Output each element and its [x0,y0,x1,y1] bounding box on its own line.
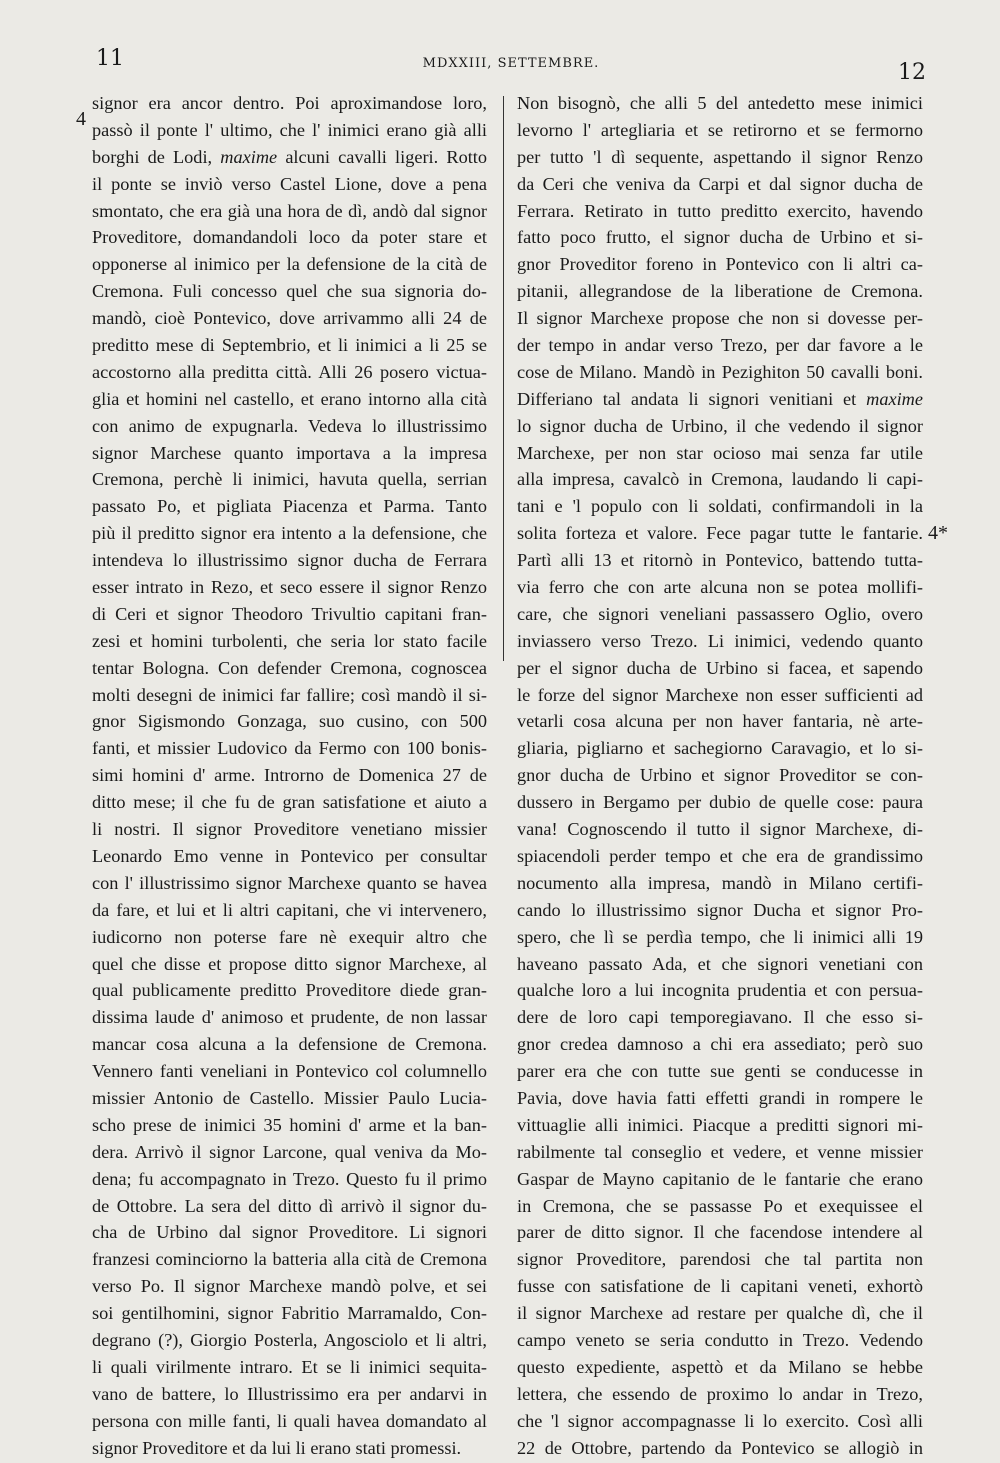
page-number-left: 11 [96,46,124,71]
text-line: der tempo in andar verso Trezo, per dar favore a le [517,335,923,356]
text-line: intendeva lo illustrissimo signor ducha de Ferrara [92,550,487,571]
text-line: accostorno alla preditta città. Alli 26 posero victua- [92,361,487,382]
text-line: molti desegni de inimici far fallire; così mandò il si- [92,684,487,705]
text-line: questo expediente, aspettò et da Milano se hebbe [517,1356,923,1377]
text-line: esser intrato in Rezo, et seco essere il signor Renzo [92,577,487,598]
text-line: missier Antonio de Castello. Missier Paulo Lucia- [92,1087,487,1108]
text-line: cha de Urbino dal signor Proveditore. Li signori [92,1222,487,1243]
text-line: più il preditto signor era intento a la defensione, che [92,523,487,544]
text-line: levorno l' artegliaria et se retirorno et se fermorno [517,119,923,140]
left-column [92,90,487,1461]
text-line: lettera, che essendo de proximo lo andar in Trezo, [517,1383,923,1404]
text-line: Il signor Marchexe propose che non si dovesse per- [517,308,923,329]
text-line: Partì alli 13 et ritornò in Pontevico, battendo tutta- [517,550,923,571]
text-line: borghi de Lodi, maxime alcuni cavalli ligeri. Rotto [92,146,488,167]
text-line: tentar Bologna. Con defender Cremona, cognoscea [92,657,487,678]
text-line: haveano passato Ada, et che signori venetiani con [517,953,923,974]
text-line: signor Proveditore et da lui li erano stati promessi. [92,1437,462,1458]
text-line: qualche loro a lui incognita prudentia et con persua- [517,980,923,1001]
running-head: MDXXIII, SETTEMBRE. [422,56,600,71]
text-line: dera. Arrivò il signor Larcone, qual veniva da Mo- [92,1141,487,1162]
text-line: quel che disse et propose ditto signor Marchexe, al [92,953,487,974]
text-line: Marchexe, per non star ocioso mai senza far utile [517,442,923,463]
text-line: smontato, che era già una hora de dì, andò dal signor [92,200,487,221]
text-line: qual publicamente preditto Proveditore diede gran- [92,980,487,1001]
text-line: Cremona, perchè li inimici, havuta quella, serrian [92,469,487,490]
text-line: il ponte se inviò verso Castel Lione, dove a pena [92,173,487,194]
text-line: li quali virilmente intraro. Et se li inimici sequita- [92,1356,487,1377]
text-line: rabilmente tal conseglio et vedere, et venne missier [517,1141,923,1162]
text-line: nocumento alla impresa, mandò in Milano certifi- [517,872,923,893]
text-line: li nostri. Il signor Proveditore venetiano missier [92,819,487,840]
text-line: mandò, cioè Pontevico, dove arrivammo alli 24 de [92,308,487,329]
text-line: in Cremona, che se passasse Po et exequissee el [517,1195,923,1216]
text-line: solita forteza et valore. Fece pagar tutte le fantarie. [517,523,923,544]
text-line: pitanii, allegrandose de la liberatione de Cremona. [517,281,923,302]
text-line: mancar cosa alcuna a la defensione de Cremona. [92,1034,487,1055]
text-line: tani e 'l populo con li soldati, confirmandoli in la [517,496,923,517]
text-line: Vennero fanti veneliani in Pontevico col columnello [92,1061,487,1082]
text-line: di Ceri et signor Theodoro Trivultio capitani fran- [92,603,487,624]
text-line: inviassero verso Trezo. Li inimici, vedendo quanto [517,630,923,651]
right-column [517,90,923,1461]
text-line: con l' illustrissimo signor Marchexe quanto se havea [92,872,487,893]
text-line: gnor Proveditor foreno in Pontevico con li altri ca- [517,254,923,275]
page-header [96,46,926,86]
text-line: signor Proveditore, parendosi che tal partita non [517,1249,923,1270]
text-line: Differiano tal andata li signori venitiani et maxime [517,388,923,409]
text-line: passato Po, et pigliata Piacenza et Parma. Tanto [92,496,487,517]
text-line: simi homini d' arme. Introrno de Domenica 27 de [92,765,487,786]
text-line: con animo de expugnarla. Vedeva lo illustrissimo [92,415,487,436]
text-line: vana! Cognoscendo il tutto il signor Marchexe, di- [517,819,923,840]
text-line: gnor ducha de Urbino et signor Proveditor se con- [517,765,923,786]
text-line: persona con mille fanti, li quali havea domandato al [92,1410,487,1431]
text-line: glia et homini nel castello, et erano intorno alla cità [92,388,487,409]
text-line: dena; fu accompagnato in Trezo. Questo fu il primo [92,1168,487,1189]
text-line: fusse con satisfatione de li capitani veneti, exhortò [517,1276,923,1297]
text-line: soi gentilhomini, signor Fabritio Marramaldo, Con- [92,1303,487,1324]
text-line: Ferrara. Retirato in tutto preditto exercito, havendo [517,200,923,221]
text-line: scho prese de inimici 35 homini d' arme et la ban- [92,1114,487,1135]
text-line: lo signor ducha de Urbino, il che vedendo il signor [517,415,923,436]
margin-note-left: 4 [76,108,86,130]
text-line: ditto mese; il che fu de gran satisfatione et aiuto a [92,792,487,813]
text-line: gliaria, pigliarno et sachegiorno Caravagio, et lo si- [517,738,923,759]
text-line: gnor credea damnoso a chi era assediato; però suo [517,1034,923,1055]
text-line: care, che signori veneliani passassero Oglio, overo [517,603,923,624]
text-line: vetarli cosa alcuna per non haver fantaria, nè arte- [517,711,923,732]
text-line: signor era ancor dentro. Poi aproximandose loro, [92,93,487,113]
text-line: gnor Sigismondo Gonzaga, suo cusino, con 500 [92,711,487,732]
text-line: preditto mese di Septembrio, et li inimici a li 25 se [92,335,487,356]
text-line: vittuaglie alli inimici. Piacque a preditti signori mi- [517,1114,923,1135]
text-line: signor Marchese quanto importava a la impresa [92,442,487,463]
text-line: franzesi cominciorno la batteria alla cità de Cremona [92,1249,487,1270]
text-line: dussero in Bergamo per dubio de quelle cose: paura [517,792,923,813]
text-line: campo veneto se seria condutto in Trezo. Vedendo [517,1329,923,1350]
text-line: Gaspar de Mayno capitanio de le fantarie che erano [517,1168,923,1189]
text-line: fanti, et missier Ludovico da Fermo con 100 bonis- [92,738,487,759]
text-line: le forze del signor Marchexe non esser sufficienti ad [517,684,923,705]
text-line: spero, che lì se perdìa tempo, che li inimici alli 19 [517,926,923,947]
text-line: dissima laude d' animoso et prudente, de non lassar [92,1007,487,1028]
text-line: 22 de Ottobre, partendo da Pontevico se allogiò in [517,1437,923,1458]
text-line: per el signor ducha de Urbino si facea, et sapendo [517,657,923,678]
text-line: degrano (?), Giorgio Posterla, Angosciolo et li altri, [92,1329,487,1350]
column-divider [503,96,504,661]
text-line: de Ottobre. La sera del ditto dì arrivò il signor du- [92,1195,487,1216]
text-line: cose de Milano. Mandò in Pezighiton 50 cavalli boni. [517,361,923,382]
text-line: opponerse al inimico per la defensione de la cità de [92,254,487,275]
text-line: Non bisognò, che alli 5 del antedetto mese inimici [517,93,923,113]
text-line: Leonardo Emo venne in Pontevico per consultar [92,845,487,866]
text-line: Proveditore, domandandoli loco da poter stare et [92,227,487,248]
text-line: zesi et homini turbolenti, che seria lor stato facile [92,630,487,651]
text-line: per tutto 'l dì sequente, aspettando il signor Renzo [517,146,923,167]
text-line: Pavia, dove havia fatti effetti grandi in rompere le [517,1087,923,1108]
text-line: via ferro che con arte alcuna non se potea mollifi- [517,577,923,598]
text-line: cando lo illustrissimo signor Ducha et signor Pro- [517,899,923,920]
text-line: iudicorno non poterse fare nè exequir altro che [92,926,487,947]
text-line: alla impresa, cavalcò in Cremona, laudando li capi- [517,469,923,490]
text-line: parer era che con tutte sue genti se conducesse in [517,1061,923,1082]
text-line: parer de ditto signor. Il che facendose intendere al [517,1222,923,1243]
text-line: da fare, et lui et li altri capitani, che vi intervenero, [92,899,487,920]
text-line: Cremona. Fuli concesso quel che sua signoria do- [92,281,487,302]
text-line: il signor Marchexe ad restare per qualche dì, che il [517,1303,923,1324]
text-line: fatto poco frutto, el signor ducha de Urbino et si- [517,227,923,248]
text-line: dere de loro capi temporegiavano. Il che esso si- [517,1007,923,1028]
text-line: spiacendoli perder tempo et che era de grandissimo [517,845,923,866]
margin-note-right: 4* [928,522,948,544]
text-line: che 'l signor accompagnasse li lo exercito. Così alli [517,1410,923,1431]
page-number-right: 12 [898,60,926,85]
text-line: vano de battere, lo Illustrissimo era per andarvi in [92,1383,487,1404]
text-line: verso Po. Il signor Marchexe mandò polve, et sei [92,1276,487,1297]
text-line: passò il ponte l' ultimo, che l' inimici erano già alli [92,119,487,140]
text-line: da Ceri che veniva da Carpi et dal signor ducha de [517,173,923,194]
